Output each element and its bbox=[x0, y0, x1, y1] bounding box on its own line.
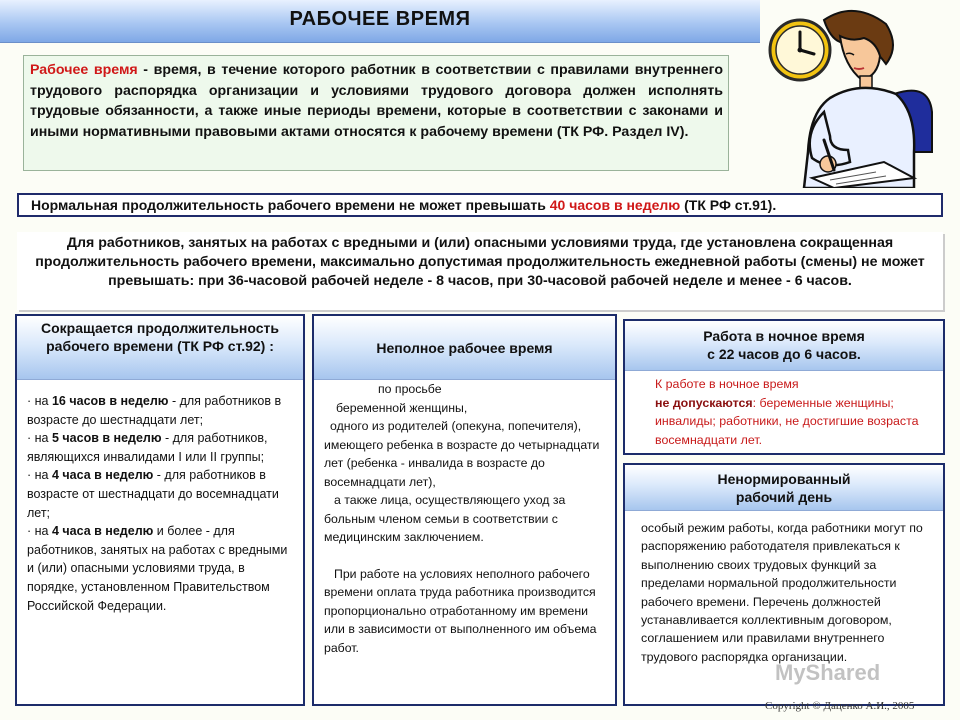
list-item-text: и более - для работников, занятых на работах с вредными и (или) опасными условиями труда, в порядке, установленном Правительством Российской Федерации. bbox=[27, 524, 288, 613]
normal-duration-highlight: 40 часов в неделю bbox=[549, 197, 681, 213]
list-item-text: - для работников, являющихся инвалидами I или II группы; bbox=[27, 431, 268, 464]
list-item-bold: 4 часа в неделю bbox=[51, 468, 154, 483]
part-time-line: по просьбе bbox=[378, 382, 442, 396]
list-item-text: - для работников в возрасте до шестнадцати лет; bbox=[27, 394, 282, 427]
card-night-work-title bbox=[625, 321, 943, 371]
card-reduced-hours bbox=[15, 314, 305, 706]
list-item-bold: 4 часа в неделю bbox=[51, 524, 154, 539]
list-item-prefix: на bbox=[31, 468, 52, 483]
card-night-work-title-line1: Работа в ночное время bbox=[703, 328, 865, 344]
list-item bbox=[27, 429, 293, 466]
list-item-prefix: на bbox=[31, 431, 52, 446]
card-irregular-day-title-line2: рабочий день bbox=[735, 489, 833, 505]
card-night-work-title-line2: с 22 часов до 6 часов. bbox=[707, 346, 861, 362]
definition-box bbox=[23, 55, 729, 171]
night-work-rest: : беременные женщины; инвалиды; работники, не достигшие возраста восемнадцати лет. bbox=[655, 395, 919, 447]
bullet: · bbox=[27, 394, 32, 408]
normal-duration-box bbox=[17, 193, 943, 217]
night-work-bold: не допускаются bbox=[655, 395, 753, 410]
part-time-line: одного из родителей (опекуна, попечителя), имеющего ребенка в возрасте до четырнадцати лет (ребенка - инвалида в возрасте до восемнадцати лет), bbox=[324, 419, 600, 489]
definition-term: Рабочее время bbox=[30, 62, 138, 78]
watermark-logo: MyShared bbox=[775, 660, 881, 685]
night-work-intro: К работе в ночное время bbox=[655, 377, 799, 391]
part-time-payment: При работе на условиях неполного рабочего времени оплата труда работника производится пропорционально отработанному им времени или в зависимости от выполненного им объема работ. bbox=[324, 566, 597, 655]
list-item-bold: 16 часов в неделю bbox=[51, 394, 169, 408]
list-item bbox=[27, 392, 293, 429]
card-reduced-hours-body bbox=[17, 380, 303, 615]
part-time-line: беременной женщины, bbox=[336, 400, 468, 415]
card-part-time-title: Неполное рабочее время bbox=[314, 316, 615, 380]
list-item-text: - для работников в возрасте от шестнадцати до восемнадцати лет; bbox=[27, 468, 279, 520]
bullet: · bbox=[27, 524, 32, 539]
clock-icon bbox=[770, 20, 830, 80]
card-part-time bbox=[312, 314, 617, 706]
card-part-time-body bbox=[314, 380, 615, 657]
card-night-work-body bbox=[625, 371, 943, 449]
harmful-conditions-text: Для работников, занятых на работах с вредными и (или) опасными условиями труда, где установлена сокращенная продолжительность рабочего времени, максимально допустимая продолжительность ежедневной работы (смены) не может превышать: при 36-часовой рабочей неделе - 8 часов, при 30-часовой рабочей неделе и менее - 6 часов. bbox=[35, 235, 925, 289]
list-item-prefix: на bbox=[31, 524, 52, 539]
normal-duration-prefix: Нормальная продолжительность рабочего времени не может превышать bbox=[31, 197, 550, 213]
card-irregular-day-text: особый режим работы, когда работники могут по распоряжению работодателя привлекаться к выполнению своих трудовых функций за пределами нормальной продолжительности рабочего времени. Перечень должностей устанавливается коллективным договором, соглашением или правилами внутреннего трудового распорядка организации. bbox=[641, 521, 923, 664]
list-item bbox=[27, 522, 293, 615]
part-time-line: а также лица, осуществляющего уход за больным членом семьи в соответствии с медицинским заключением. bbox=[324, 493, 566, 544]
normal-duration-suffix: (ТК РФ ст.91). bbox=[680, 197, 777, 213]
list-item bbox=[27, 466, 293, 522]
card-night-work bbox=[623, 319, 945, 455]
card-reduced-hours-title: Сокращается продолжительность рабочего времени (ТК РФ ст.92) : bbox=[17, 316, 303, 380]
list-item-prefix: на bbox=[31, 394, 52, 408]
bullet: · bbox=[27, 431, 32, 446]
harmful-conditions-box bbox=[17, 232, 943, 310]
copyright: Copyright © Даценко А.И., 2005 bbox=[765, 700, 915, 712]
card-irregular-day-title-line1: Ненормированный bbox=[717, 471, 851, 487]
card-irregular-day-title bbox=[625, 465, 943, 511]
list-item-bold: 5 часов в неделю bbox=[51, 431, 162, 446]
page-title: РАБОЧЕЕ ВРЕМЯ bbox=[289, 8, 471, 30]
definition-text: - время, в течение которого работник в соответствии с правилами внутреннего трудового распорядка организации и условиями трудового договора должен исполнять трудовые обязанности, а также иные периоды времени, которые в соответствии с законами и иными нормативными правовыми актами относятся к рабочему времени (ТК РФ. Раздел IV). bbox=[30, 62, 723, 140]
office-worker-illustration bbox=[764, 2, 956, 188]
bullet: · bbox=[27, 468, 32, 483]
